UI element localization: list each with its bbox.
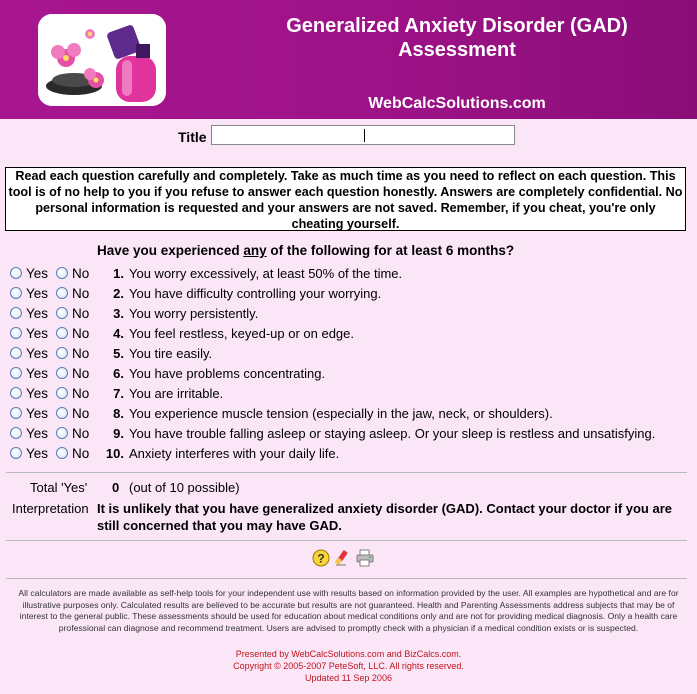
- divider: [6, 578, 687, 579]
- yes-radio[interactable]: [10, 347, 22, 359]
- interpretation-text: It is unlikely that you have generalized anxiety disorder (GAD). Contact your doctor if you are still concerned that you may have GAD.: [97, 501, 673, 533]
- question-row: [0, 345, 697, 363]
- title-input[interactable]: [211, 125, 515, 145]
- print-icon[interactable]: [356, 549, 374, 567]
- yes-radio[interactable]: [10, 407, 22, 419]
- header-banner: [0, 0, 697, 119]
- no-label[interactable]: No: [72, 406, 90, 421]
- yes-radio[interactable]: [10, 367, 22, 379]
- perfume-flowers-icon: [38, 14, 166, 106]
- question-number: 6.: [113, 366, 124, 381]
- question-number: 3.: [113, 306, 124, 321]
- question-row: [0, 365, 697, 383]
- title-row: [0, 125, 697, 147]
- question-row: [0, 265, 697, 283]
- tool-icons: [312, 549, 376, 569]
- instructions-box: Read each question carefully and completely. Take as much time as you need to reflect on each question. This tool is of no help to you if you refuse to answer each question honestly. Answers are completely confidential. No personal information is requested and your answers are not saved. Remember, if you cheat, you're only cheating yourself.: [5, 167, 686, 231]
- yes-label[interactable]: Yes: [26, 426, 49, 441]
- no-radio[interactable]: [56, 367, 68, 379]
- question-text: You worry persistently.: [129, 306, 259, 321]
- no-label[interactable]: No: [72, 326, 90, 341]
- footer-copyright: Copyright © 2005-2007 PeteSoft, LLC. All rights reserved.: [233, 661, 464, 671]
- no-radio[interactable]: [56, 327, 68, 339]
- no-radio[interactable]: [56, 427, 68, 439]
- question-text: You are irritable.: [129, 386, 224, 401]
- disclaimer-text: All calculators are made available as self-help tools for your independent use with results based on information provided by the user. All examples are hypothetical and are for illustrative purposes only. Calculated results are believed to be accurate but results are not guaranteed. Health and Parenting Assessments address subjects that may be of interest to the general public. These assessments should be used for education about medical conditions only and are not for providing medical diagnosis. Only a health care professional can diagnose and recommend treatment. Users are advised to promptly check with a physician if a medical condition exists or is suspected.: [18, 588, 679, 633]
- question-heading: Have you experienced any of the following for at least 6 months?: [97, 243, 515, 258]
- yes-radio[interactable]: [10, 447, 22, 459]
- yes-label[interactable]: Yes: [26, 366, 49, 381]
- question-text: You tire easily.: [129, 346, 213, 361]
- title-line-1: Generalized Anxiety Disorder (GAD): [286, 15, 628, 37]
- yes-label[interactable]: Yes: [26, 346, 49, 361]
- footer-presented: Presented by WebCalcSolutions.com and BizCalcs.com.: [235, 649, 462, 659]
- total-note: (out of 10 possible): [129, 480, 240, 495]
- no-radio[interactable]: [56, 307, 68, 319]
- yes-label[interactable]: Yes: [26, 446, 49, 461]
- question-row: [0, 325, 697, 343]
- no-label[interactable]: No: [72, 346, 90, 361]
- yes-radio[interactable]: [10, 307, 22, 319]
- no-radio[interactable]: [56, 347, 68, 359]
- question-number: 2.: [113, 286, 124, 301]
- page-title: [212, 14, 697, 62]
- no-label[interactable]: No: [72, 446, 90, 461]
- yes-radio[interactable]: [10, 327, 22, 339]
- interpretation-label: Interpretation: [12, 501, 89, 516]
- svg-text:?: ?: [317, 551, 325, 566]
- logo-image: [38, 14, 166, 106]
- help-icon[interactable]: [312, 549, 330, 567]
- footer-updated: Updated 11 Sep 2006: [305, 673, 392, 683]
- question-number: 7.: [113, 386, 124, 401]
- yes-radio[interactable]: [10, 287, 22, 299]
- title-line-2: Assessment: [398, 39, 516, 61]
- yes-label[interactable]: Yes: [26, 326, 49, 341]
- total-label: Total 'Yes': [30, 480, 88, 495]
- divider: [6, 540, 687, 541]
- question-row: [0, 285, 697, 303]
- question-text: You feel restless, keyed-up or on edge.: [129, 326, 354, 341]
- no-radio[interactable]: [56, 407, 68, 419]
- question-text: You have difficulty controlling your worrying.: [129, 286, 382, 301]
- no-radio[interactable]: [56, 287, 68, 299]
- no-label[interactable]: No: [72, 426, 90, 441]
- question-row: [0, 425, 697, 443]
- question-number: 9.: [113, 426, 124, 441]
- question-text: You have problems concentrating.: [129, 366, 326, 381]
- yes-radio[interactable]: [10, 387, 22, 399]
- no-label[interactable]: No: [72, 286, 90, 301]
- question-text: You have trouble falling asleep or staying asleep. Or your sleep is restless and unsatisfying.: [129, 426, 656, 441]
- question-row: [0, 405, 697, 423]
- question-number: 10.: [105, 446, 124, 461]
- question-row: [0, 445, 697, 463]
- title-label: Title: [178, 129, 207, 145]
- no-radio[interactable]: [56, 267, 68, 279]
- divider: [6, 472, 687, 473]
- yes-label[interactable]: Yes: [26, 406, 49, 421]
- question-text: You experience muscle tension (especially in the jaw, neck, or shoulders).: [129, 406, 553, 421]
- yes-radio[interactable]: [10, 267, 22, 279]
- no-label[interactable]: No: [72, 386, 90, 401]
- no-label[interactable]: No: [72, 266, 90, 281]
- yes-radio[interactable]: [10, 427, 22, 439]
- question-text: Anxiety interferes with your daily life.: [129, 446, 340, 461]
- no-label[interactable]: No: [72, 366, 90, 381]
- question-row: [0, 305, 697, 323]
- yes-label[interactable]: Yes: [26, 386, 49, 401]
- question-number: 1.: [113, 266, 124, 281]
- total-value: 0: [112, 480, 120, 495]
- yes-label[interactable]: Yes: [26, 286, 49, 301]
- question-number: 4.: [113, 326, 124, 341]
- yes-label[interactable]: Yes: [26, 306, 49, 321]
- site-name: WebCalcSolutions.com: [368, 95, 546, 112]
- question-row: [0, 385, 697, 403]
- question-number: 8.: [113, 406, 124, 421]
- yes-label[interactable]: Yes: [26, 266, 49, 281]
- question-text: You worry excessively, at least 50% of the time.: [129, 266, 403, 281]
- clear-icon[interactable]: [334, 549, 352, 567]
- text-caret: [364, 129, 365, 142]
- no-radio[interactable]: [56, 447, 68, 459]
- no-radio[interactable]: [56, 387, 68, 399]
- no-label[interactable]: No: [72, 306, 90, 321]
- question-number: 5.: [113, 346, 124, 361]
